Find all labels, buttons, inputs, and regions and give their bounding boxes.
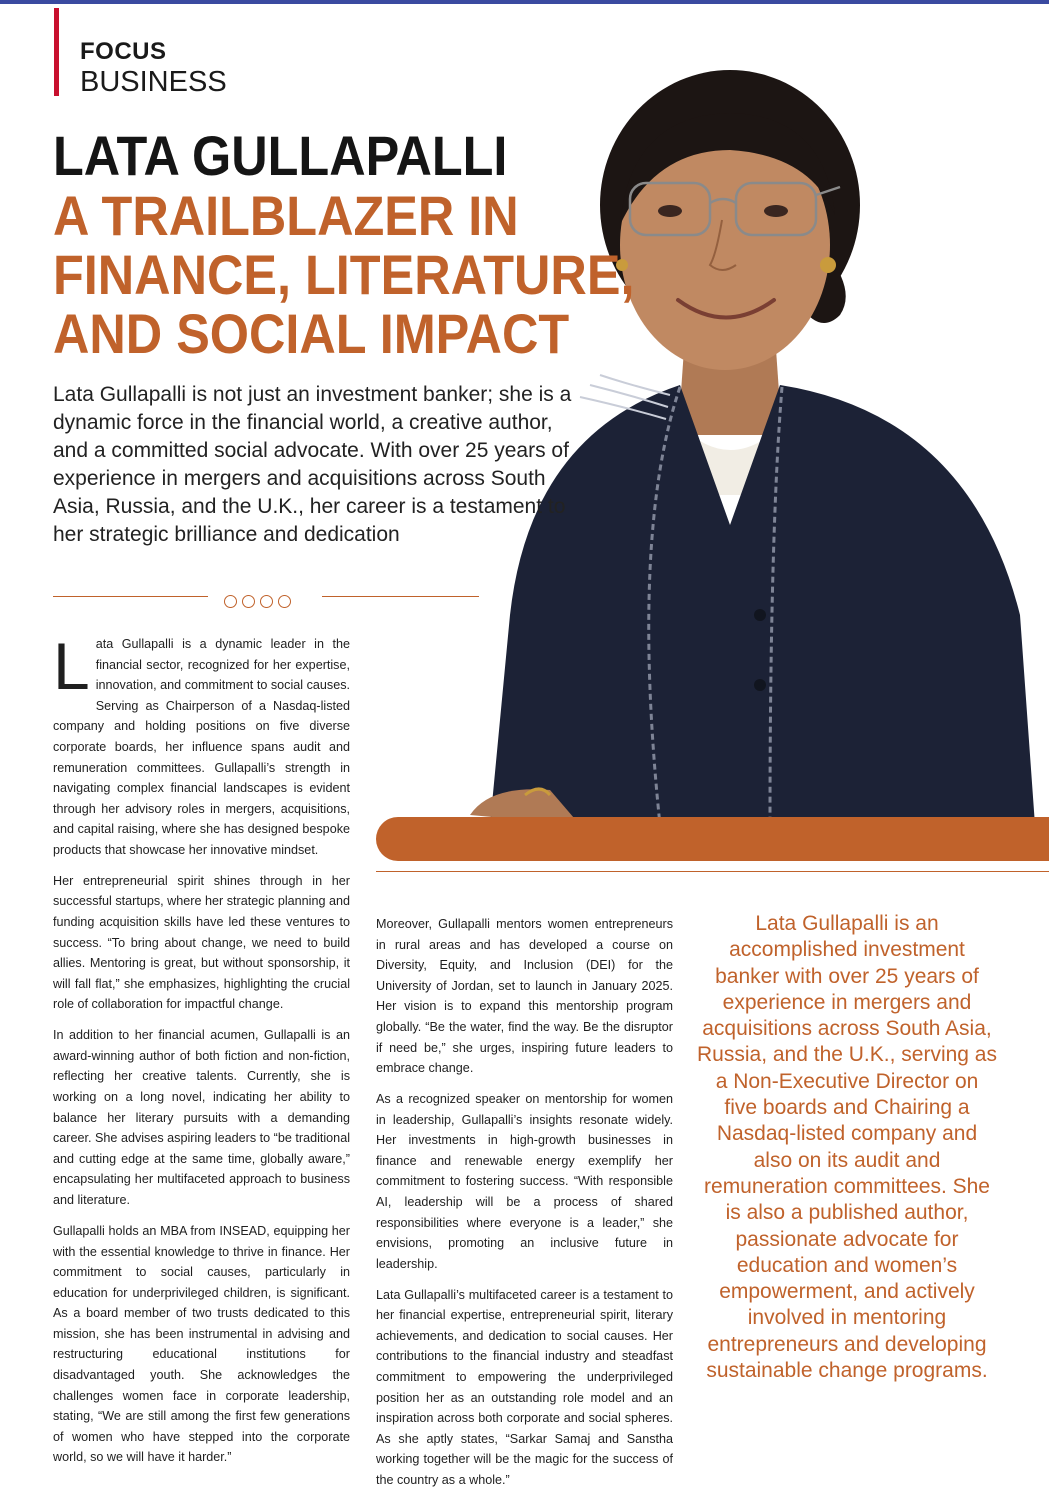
pull-quote: Lata Gullapalli is an accomplished investment banker with over 25 years of experience in mergers and acquisitions across South Asia, Russia, and the U.K., serving as a Non-Executive Director on five boards and Chairing a Nasdaq-listed company and also on its audit and remuneration committees. She is also a published author, passionate advocate for education and women’s empowerment, and actively involved in mentoring entrepreneurs and developing sustainable change programs. xyxy=(697,912,997,1383)
section-sublabel: BUSINESS xyxy=(80,66,227,98)
intro-standfirst: Lata Gullapalli is not just an investment banker; she is a dynamic force in the financial world, a creative author, and a committed social advocate. With over 25 years of experience in mergers and acquisitions across South Asia, Russia, and the U.K., her career is a testament to her strategic brilliance and dedication xyxy=(53,383,572,546)
article-column-2 xyxy=(376,914,673,1501)
headline-line: FINANCE, LITERATURE, xyxy=(53,243,635,306)
article-paragraph: Lata Gullapalli’s multifaceted career is a testament to her financial expertise, entrepreneurial spirit, literary achievements, and dedication to social causes. Her contributions to the financial industry and steadfast commitment to empowering the underprivileged position her as an outstanding role model and an inspiration across both corporate and social spheres. As she aptly states, “Sarkar Samaj and Sanstha working together will be the magic for the success of the country as a whole.” xyxy=(376,1287,673,1488)
divider-ornament xyxy=(224,595,291,608)
section-marker-bar xyxy=(54,8,59,96)
divider-right xyxy=(322,596,479,597)
ornament-circle-icon xyxy=(278,595,291,608)
ornament-circle-icon xyxy=(260,595,273,608)
divider-left xyxy=(53,596,208,597)
article-paragraph: As a recognized speaker on mentorship for women in leadership, Gullapalli’s insights resonate widely. Her investments in high-growth businesses in finance and renewable energy exemplify her commitment to fostering success. “With responsible AI, leadership will be a process of shared responsibilities where everyone is a leader,” she envisions, promoting an inclusive future in leadership. xyxy=(376,1092,673,1271)
ornament-circle-icon xyxy=(242,595,255,608)
article-paragraph: Gullapalli holds an MBA from INSEAD, equipping her with the essential knowledge to thrive in finance. Her commitment to social causes, particularly in education for underprivileged children, is significant. As a board member of two trusts dedicated to this mission, she has been instrumental in advising and restructuring educational institutions for disadvantaged youth. She acknowledges the challenges women face in corporate leadership, stating, “We are still among the first few generations of women who have stepped into the corporate world, so we will have it harder.” xyxy=(53,1223,350,1465)
article-column-1 xyxy=(53,629,350,1478)
accent-band xyxy=(376,817,1049,861)
article-headline xyxy=(53,186,634,363)
article-name-title: LATA GULLAPALLI xyxy=(53,124,508,187)
drop-cap: L xyxy=(53,629,90,703)
headline-line: AND SOCIAL IMPACT xyxy=(53,302,570,365)
article-paragraph xyxy=(53,629,350,861)
accent-rule xyxy=(376,871,1049,872)
article-paragraph: Moreover, Gullapalli mentors women entrepreneurs in rural areas and has developed a course on Diversity, Equity, and Inclusion (DEI) for the University of Jordan, set to launch in January 2025. Her vision is to expand this mentorship program globally. “Be the water, find the way. Be the disruptor if need be,” she urges, inspiring future leaders to embrace change. xyxy=(376,917,673,1076)
section-label: FOCUS xyxy=(80,38,167,65)
paragraph-text: ata Gullapalli is a dynamic leader in the financial sector, recognized for her expertise, innovation, and commitment to social causes. Serving as Chairperson of a Nasdaq-listed company and holding positions on five diverse corporate boards, her influence spans audit and remuneration committees. Gullapalli’s strength in navigating complex financial landscapes is evident through her advisory roles in mergers, acquisitions, and capital raising, where she has designed bespoke products that showcase her innovative mindset. xyxy=(53,637,350,857)
headline-line: A TRAILBLAZER IN xyxy=(53,184,519,247)
article-paragraph: Her entrepreneurial spirit shines through in her successful startups, where her strategic planning and funding acquisition skills have led these ventures to success. “To bring about change, we need to build allies. Mentoring is great, but without sponsorship, it will fall flat,” she emphasizes, highlighting the crucial role of collaboration for impactful change. xyxy=(53,873,350,1012)
ornament-circle-icon xyxy=(224,595,237,608)
article-paragraph: In addition to her financial acumen, Gullapalli is an award-winning author of both fiction and non-fiction, reflecting her creative talents. Currently, she is working on a long novel, indicating her ability to balance her literary pursuits with a demanding career. She advises aspiring leaders to “be traditional and cutting edge at the same time, globally aware,” encapsulating her multifaceted approach to business and literature. xyxy=(53,1028,350,1208)
top-border xyxy=(0,0,1049,4)
